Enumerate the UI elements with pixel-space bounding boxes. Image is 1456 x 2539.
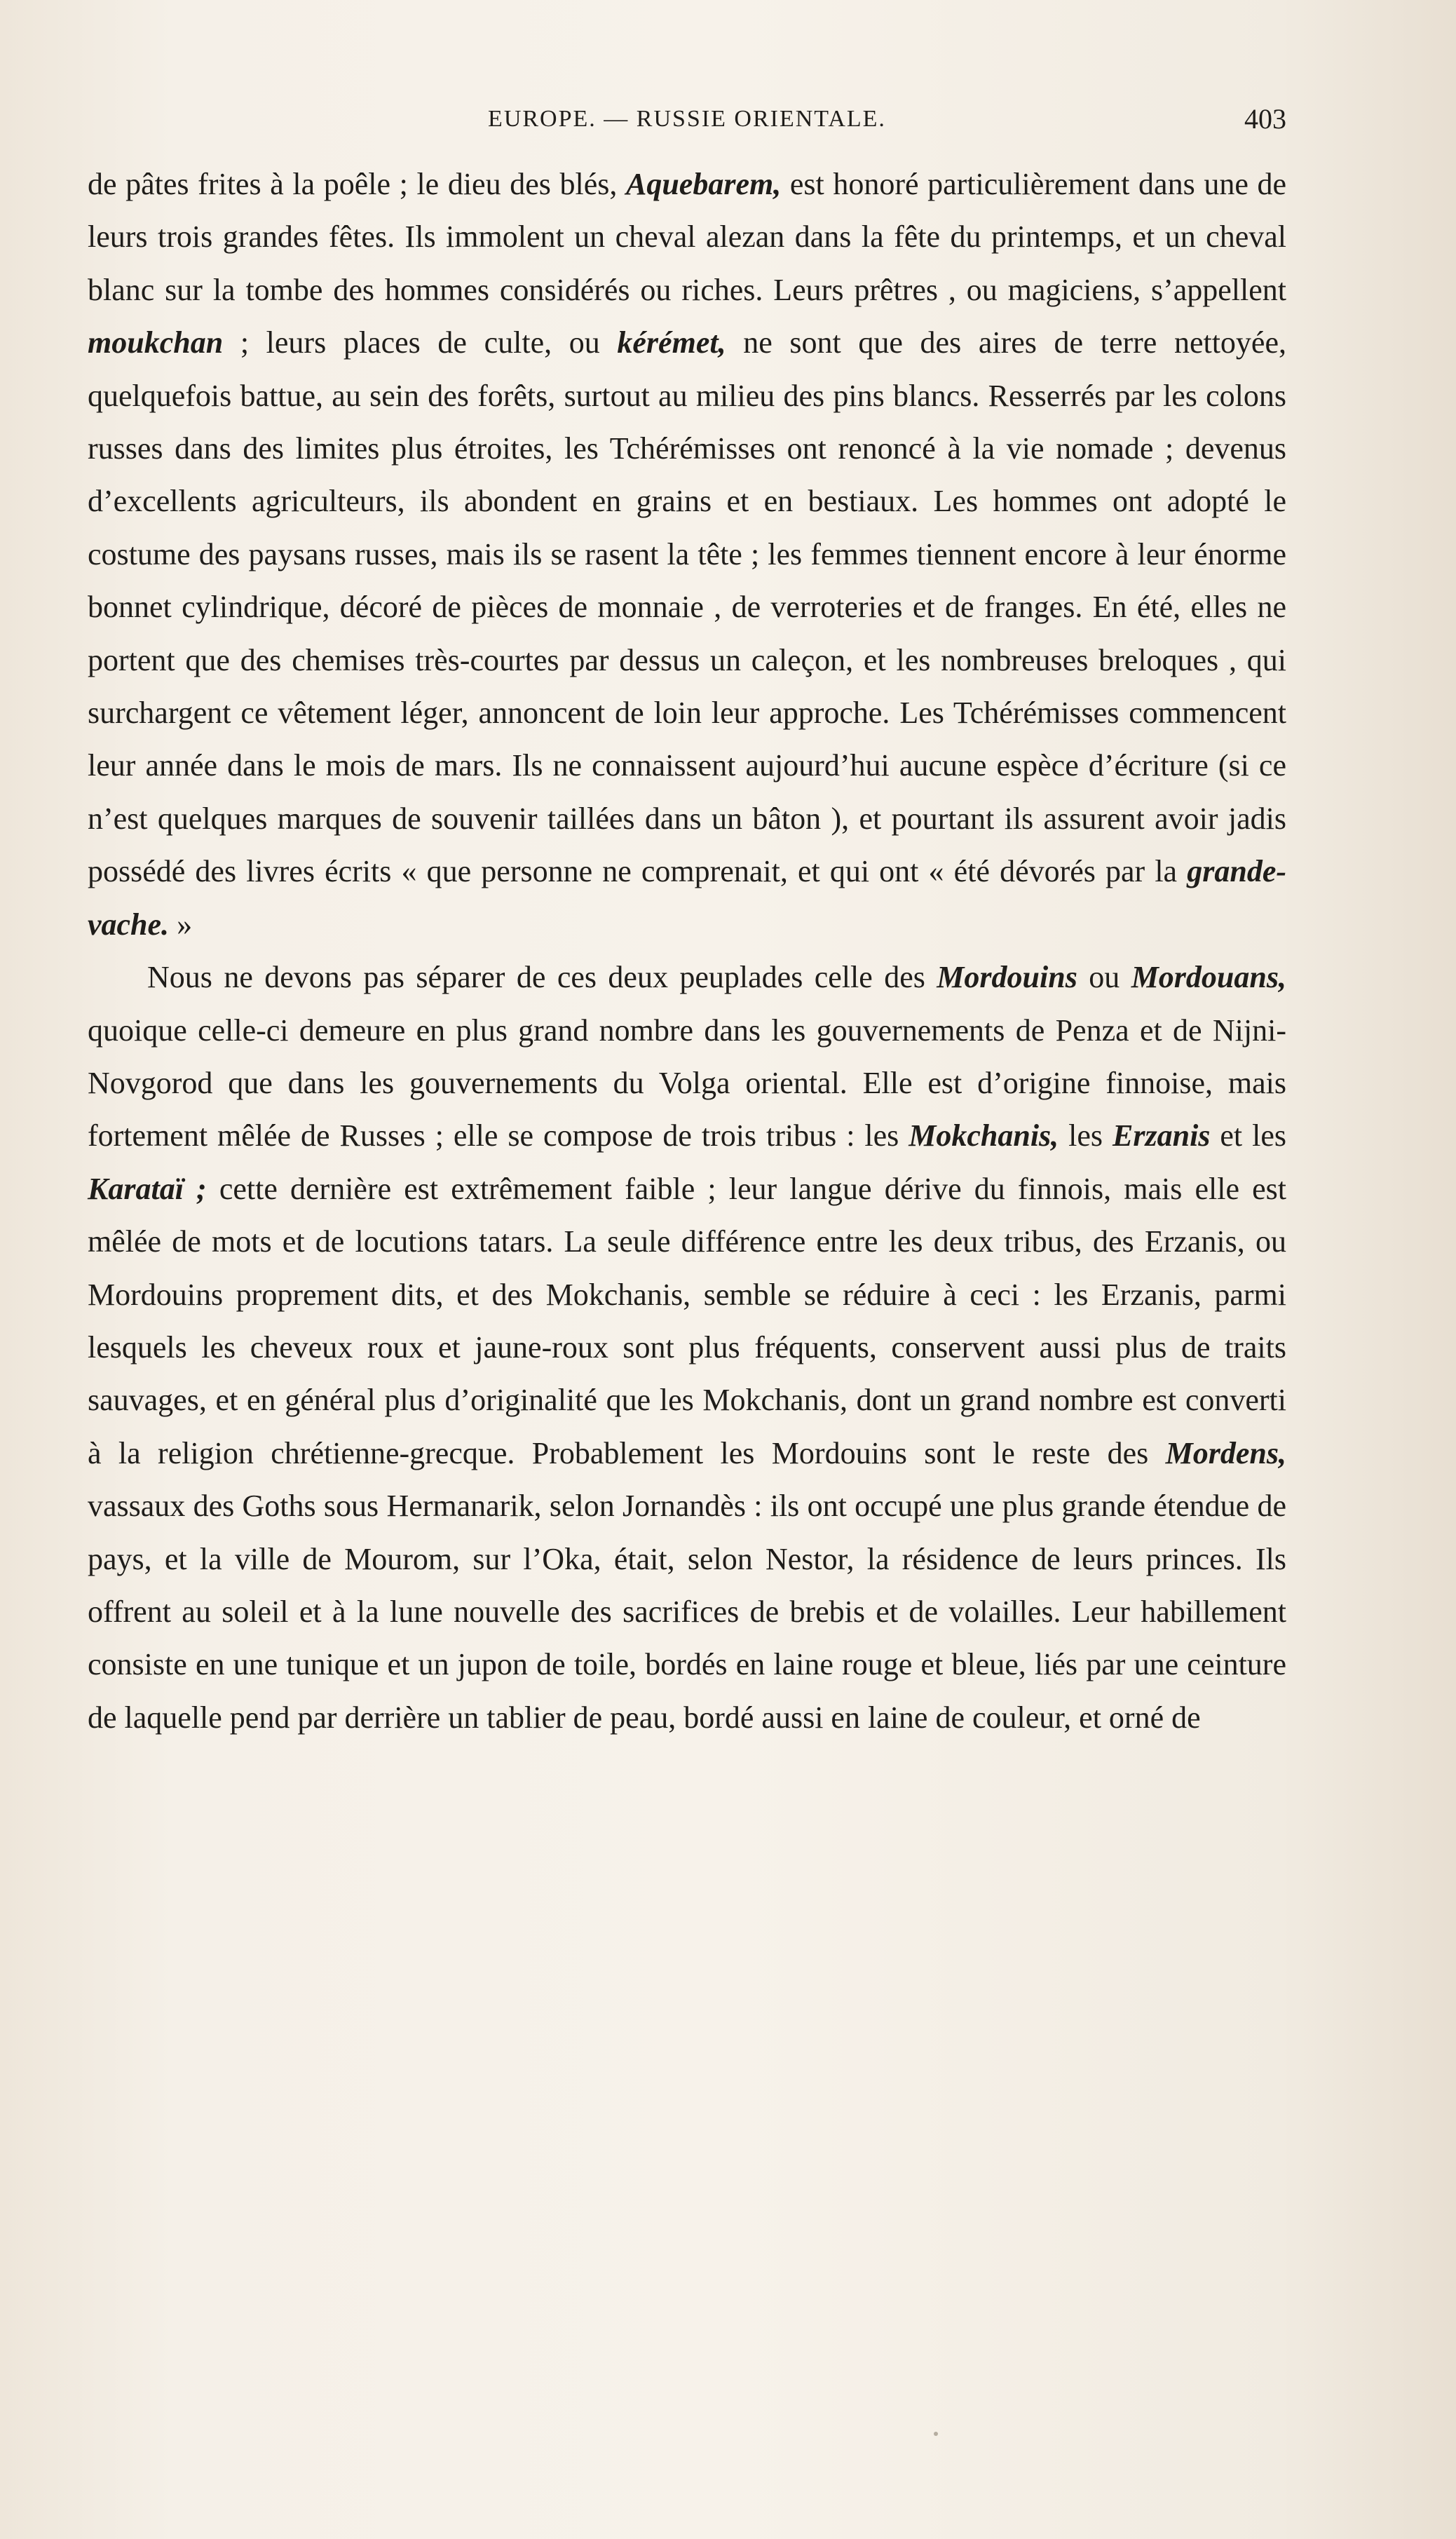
italic-term-grande-vache: grande-vache. <box>88 854 1286 942</box>
body-text <box>88 158 1286 1744</box>
text-segment: ne sont que des aires de terre nettoyée, quelquefois battue, au sein des forêts, surtout au milieu des pins blancs. Resserrés par les colons russes dans des limites plus étroites, les Tchérémisses ont renoncé à la vie nomade ; devenus d’excellents agriculteurs, ils abondent en grains et en bestiaux. Les hommes ont adopté le costume des paysans russes, mais ils se rasent la tête ; les femmes tiennent encore à leur énorme bonnet cylindrique, décoré de pièces de monnaie , de verroteries et de franges. En été, elles ne portent que des chemises très-courtes par dessus un caleçon, et les nombreuses breloques , qui surchargent ce vêtement léger, annoncent de loin leur approche. Les Tchérémisses commencent leur année dans le mois de mars. Ils ne connaissent aujourd’hui aucune espèce d’écriture (si ce n’est quelques marques de souvenir taillées dans un bâton ), et pourtant ils assurent avoir jadis possédé des livres écrits « que personne ne comprenait, et qui ont « été dévorés par la <box>88 325 1286 889</box>
text-segment: » <box>169 907 193 942</box>
text-segment: cette dernière est extrêmement faible ; leur langue dérive du finnois, mais elle est mêlée de mots et de locutions tatars. La seule différence entre les deux tribus, des Erzanis, ou Mordouins proprement dits, et des Mokchanis, semble se réduire à ceci : les Erzanis, parmi lesquels les cheveux roux et jaune-roux sont plus fréquents, conservent aussi plus de traits sauvages, et en général plus d’originalité que les Mokchanis, dont un grand nombre est converti à la religion chrétienne-grecque. Probablement les Mordouins sont le reste des <box>88 1171 1287 1470</box>
running-head: EUROPE. — RUSSIE ORIENTALE. <box>488 106 886 132</box>
text-segment: de pâtes frites à la poêle ; le dieu des blés, <box>88 167 626 201</box>
text-segment: et les <box>1210 1118 1286 1153</box>
text-segment: ou <box>1077 960 1131 995</box>
paper-speck <box>934 2432 938 2436</box>
italic-term-mokchanis: Mokchanis, <box>909 1118 1059 1153</box>
italic-term-mordens: Mordens, <box>1165 1435 1286 1470</box>
italic-term-aquebarem: Aquebarem, <box>625 167 782 201</box>
italic-term-mordouins: Mordouins <box>937 960 1077 995</box>
paragraph-2 <box>88 951 1286 1744</box>
text-segment: est honoré particulièrement dans une de leurs trois grandes fêtes. Ils immolent un cheval alezan dans la fête du printemps, et un cheval blanc sur la tombe des hommes considérés ou riches. Leurs prêtres , ou magiciens, s’appellent <box>88 167 1286 307</box>
text-segment: Nous ne devons pas séparer de ces deux peuplades celle des <box>147 960 937 995</box>
italic-term-moukchan: moukchan <box>88 325 224 360</box>
italic-term-erzanis: Erzanis <box>1113 1118 1211 1153</box>
paragraph-1 <box>88 158 1286 951</box>
page-header <box>88 102 1286 137</box>
italic-term-karatai: Karataï ; <box>88 1171 207 1206</box>
italic-term-keremet: kérémet, <box>617 325 726 360</box>
page-number: 403 <box>1244 103 1286 135</box>
text-segment: ; leurs places de culte, ou <box>223 325 618 360</box>
text-segment: vassaux des Goths sous Hermanarik, selon Jornandès : ils ont occupé une plus grande étendue de pays, et la ville de Mourom, sur l’Oka, était, selon Nestor, la résidence de leurs princes. Ils offrent au soleil et à la lune nouvelle des sacrifices de brebis et de volailles. Leur habillement consiste en une tunique et un jupon de toile, bordés en laine rouge et bleue, liés par une ceinture de laquelle pend par derrière un tablier de peau, bordé aussi en laine de couleur, et orné de <box>88 1489 1286 1735</box>
text-segment: les <box>1059 1118 1113 1153</box>
text-segment: quoique celle-ci demeure en plus grand nombre dans les gouvernements de Penza et de Nijni-Novgorod que dans les gouvernements du Volga oriental. Elle est d’origine finnoise, mais fortement mêlée de Russes ; elle se compose de trois tribus : les <box>88 1013 1286 1153</box>
italic-term-mordouans: Mordouans, <box>1131 960 1286 995</box>
